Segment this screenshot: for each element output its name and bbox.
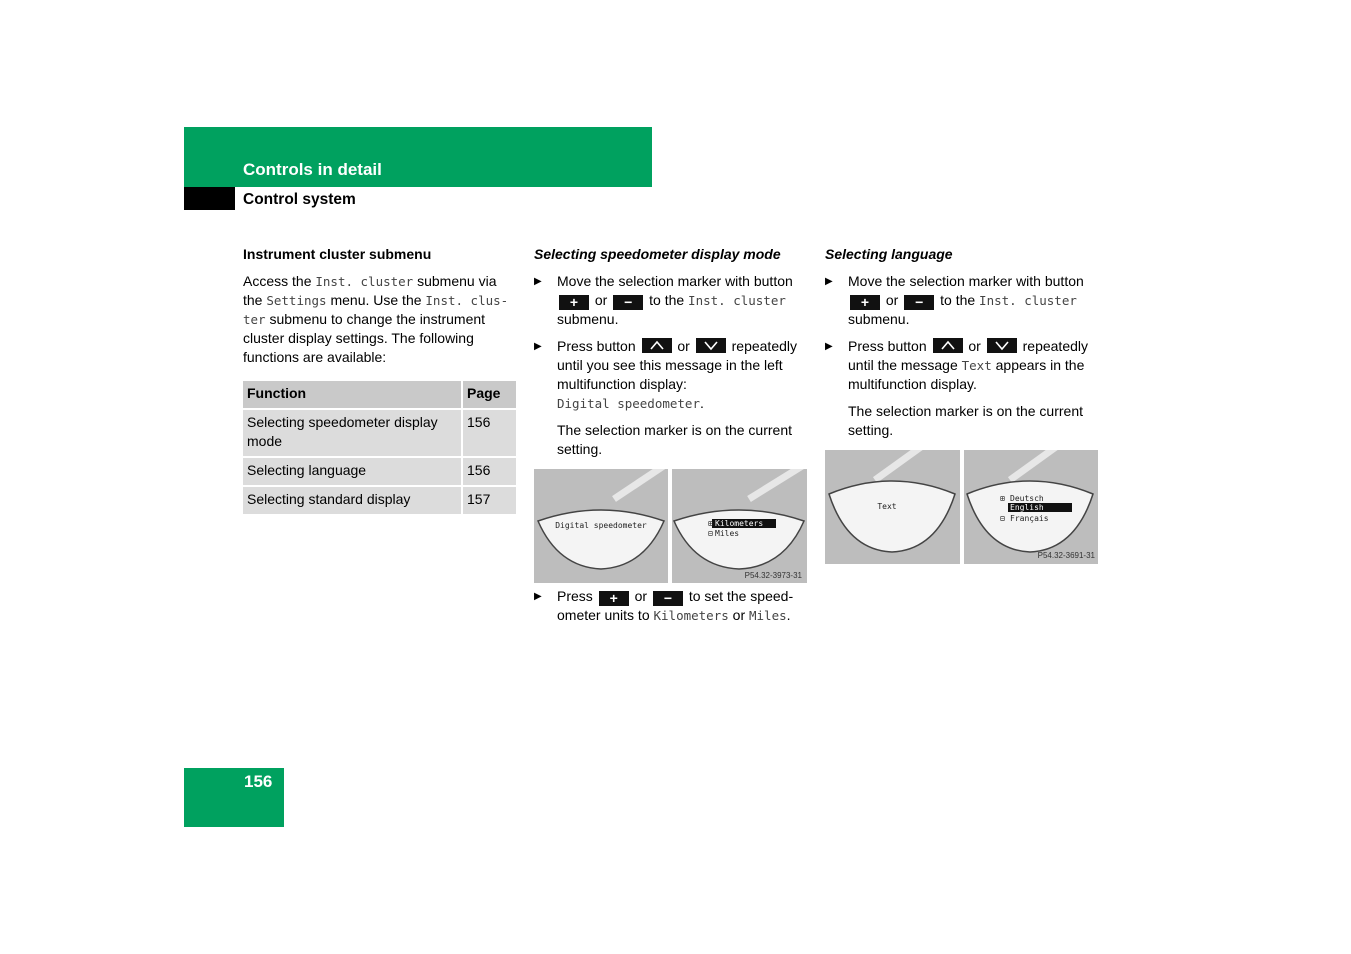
up-button-icon — [642, 338, 672, 353]
plus-button-icon: + — [599, 591, 629, 606]
minus-button-icon: − — [613, 295, 643, 310]
display-option: Français — [1010, 514, 1049, 523]
table-row — [243, 456, 516, 485]
step-set-units-wrap — [534, 587, 808, 633]
bullet-arrow-icon: ▶ — [534, 591, 542, 602]
heading-instrument-cluster: Instrument cluster submenu — [243, 246, 432, 262]
step-press-button: ▶ Press button or repeatedly until you see this message in the left multifunction display: Digital speedometer. — [534, 338, 798, 411]
table-cell: 156 — [463, 408, 516, 456]
table-row — [243, 408, 516, 456]
intro-paragraph: Access the Inst. cluster submenu via the Settings menu. Use the Inst. clus- ter submenu to change the instrument cluster display settings. The following functions are available: — [243, 273, 509, 365]
display-text: Digital speedometer — [555, 521, 647, 530]
plus-button-icon: + — [850, 295, 880, 310]
table-cell: Selecting standard display — [243, 485, 463, 514]
column-speedometer — [534, 245, 808, 467]
down-button-icon — [987, 338, 1017, 353]
subsection-title: Control system — [243, 191, 356, 208]
step-move-marker: ▶ Move the selection marker with button + or − to the Inst. cluster submenu. — [534, 273, 793, 327]
minus-button-icon: − — [904, 295, 934, 310]
bullet-arrow-icon: ▶ — [534, 341, 542, 352]
svg-text:⊞: ⊞ — [708, 519, 713, 528]
down-button-icon — [696, 338, 726, 353]
subsection-marker — [184, 187, 235, 210]
column-language — [825, 245, 1100, 448]
column-instrument-cluster — [243, 245, 518, 514]
table-cell: 156 — [463, 456, 516, 485]
table-cell: Selecting speedometer display mode — [243, 408, 463, 456]
svg-text:⊟: ⊟ — [1000, 514, 1005, 523]
up-button-icon — [933, 338, 963, 353]
note-selection-marker: The selection marker is on the current setting. — [557, 422, 792, 457]
table-header-page: Page — [463, 381, 516, 408]
bullet-arrow-icon: ▶ — [534, 276, 542, 287]
table-header-function: Function — [243, 381, 463, 408]
speedometer-display-image — [534, 469, 807, 583]
heading-language: Selecting language — [825, 246, 953, 262]
bullet-arrow-icon: ▶ — [825, 341, 833, 352]
table-cell: Selecting language — [243, 456, 463, 485]
instrument-cluster-illustration — [825, 450, 1098, 564]
display-text: Text — [877, 502, 897, 511]
display-option: English — [1010, 503, 1044, 512]
bullet-arrow-icon: ▶ — [825, 276, 833, 287]
language-display-image — [825, 450, 1098, 564]
step-set-units: ▶ Press + or − to set the speed-ometer units to Kilometers or Miles. — [534, 588, 794, 623]
display-option: Miles — [715, 529, 740, 538]
section-title: Controls in detail — [243, 160, 382, 179]
table-row — [243, 485, 516, 514]
note-selection-marker: The selection marker is on the current setting. — [848, 403, 1083, 438]
heading-speedometer: Selecting speedometer display mode — [534, 246, 781, 262]
figure-code: P54.32-3973-31 — [744, 571, 802, 580]
table-cell: 157 — [463, 485, 516, 514]
instrument-cluster-illustration — [534, 469, 807, 583]
display-option: Kilometers — [715, 519, 764, 528]
page-number: 156 — [244, 772, 273, 791]
display-option: Deutsch — [1010, 494, 1044, 503]
minus-button-icon: − — [653, 591, 683, 606]
svg-text:⊟: ⊟ — [708, 529, 713, 538]
svg-text:⊞: ⊞ — [1000, 494, 1005, 503]
table-header-row — [243, 381, 516, 408]
plus-button-icon: + — [559, 295, 589, 310]
step-press-button: ▶ Press button or repeatedly until the message Text appears in the multifunction display. — [825, 338, 1089, 392]
function-table — [243, 381, 516, 514]
step-move-marker: ▶ Move the selection marker with button + or − to the Inst. cluster submenu. — [825, 273, 1084, 327]
figure-code: P54.32-3691-31 — [1037, 551, 1095, 560]
